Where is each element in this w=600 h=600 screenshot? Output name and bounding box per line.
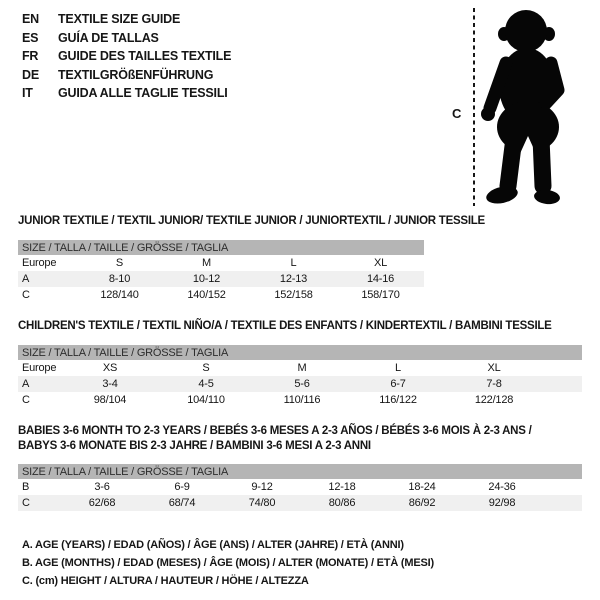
cell: 110/116 — [283, 394, 321, 406]
language-label: TEXTILGRÖßENFÜHRUNG — [58, 67, 214, 82]
cell: XS — [102, 362, 118, 374]
cell: 6-7 — [390, 378, 406, 390]
language-code: DE — [22, 67, 39, 82]
cell: 10-12 — [192, 273, 221, 285]
row-label: C — [22, 289, 30, 301]
language-label: GUÍA DE TALLAS — [58, 30, 159, 45]
cell: 4-5 — [198, 378, 214, 390]
row-label: A — [22, 378, 30, 390]
size-header-bar: SIZE / TALLA / TAILLE / GRÖSSE / TAGLIA — [18, 464, 582, 479]
table-row-b — [18, 479, 582, 495]
spacer-cell — [542, 392, 582, 408]
cell: 116/122 — [379, 394, 417, 406]
babies-size-table — [18, 464, 582, 511]
size-header-row — [18, 464, 582, 479]
language-code: FR — [22, 49, 39, 64]
language-row-en — [22, 10, 231, 29]
height-measure-figure — [440, 0, 600, 215]
language-row-es — [22, 29, 231, 48]
babies-textile-section — [18, 424, 582, 511]
footnote-a: A. AGE (YEARS) / EDAD (AÑOS) / ÂGE (ANS) / ALTER (JAHRE) / ETÀ (ANNI) — [22, 539, 404, 551]
language-code: ES — [22, 30, 39, 45]
cell: 86/92 — [408, 497, 436, 509]
size-header-row — [18, 240, 424, 255]
spacer-cell — [542, 376, 582, 392]
table-row-c — [18, 392, 582, 408]
language-label: TEXTILE SIZE GUIDE — [58, 12, 181, 26]
cell: XL — [373, 257, 388, 269]
cell: 158/170 — [361, 289, 400, 301]
row-label: B — [22, 481, 30, 493]
cell: 5-6 — [294, 378, 310, 390]
cell: 92/98 — [488, 497, 516, 509]
footnote-b: B. AGE (MONTHS) / EDAD (MESES) / ÂGE (MOIS) / ALTER (MONATE) / ETÀ (MESI) — [22, 557, 434, 569]
cell: 80/86 — [328, 497, 356, 509]
cell: 140/152 — [187, 289, 226, 301]
cell: 9-12 — [251, 481, 273, 493]
size-header-row — [18, 345, 582, 360]
language-label: GUIDE DES TAILLES TEXTILE — [58, 49, 232, 64]
cell: XL — [487, 362, 501, 374]
babies-table-title-line2: BABYS 3-6 MONATE BIS 2-3 JAHRE / BAMBINI 3-6 MESI A 2-3 ANNI — [18, 440, 371, 452]
cell: 3-4 — [102, 378, 118, 390]
row-label: C — [22, 394, 30, 406]
row-label: A — [22, 273, 30, 285]
language-row-fr — [22, 47, 231, 66]
children-table-title: CHILDREN'S TEXTILE / TEXTIL NIÑO/A / TEXTILE DES ENFANTS / KINDERTEXTIL / BAMBINI TESSILE — [18, 320, 552, 332]
size-header-bar: SIZE / TALLA / TAILLE / GRÖSSE / TAGLIA — [18, 240, 424, 255]
height-dashed-line — [473, 8, 475, 206]
table-row-europe — [18, 360, 582, 376]
height-measure-label: C — [452, 106, 462, 121]
cell: S — [202, 362, 210, 374]
table-row-europe — [18, 255, 424, 271]
junior-size-table — [18, 240, 424, 303]
cell: 104/110 — [187, 394, 225, 406]
cell: 12-13 — [279, 273, 308, 285]
table-row-c — [18, 495, 582, 511]
children-size-table — [18, 345, 582, 408]
cell: 62/68 — [88, 497, 116, 509]
language-row-it — [22, 84, 231, 103]
language-code: EN — [22, 12, 39, 26]
cell: L — [395, 362, 401, 374]
cell: 8-10 — [108, 273, 131, 285]
toddler-silhouette-icon — [478, 6, 578, 206]
cell: 74/80 — [248, 497, 276, 509]
cell: M — [202, 257, 211, 269]
cell: 14-16 — [366, 273, 395, 285]
cell: L — [290, 257, 297, 269]
footnote-c: C. (cm) HEIGHT / ALTURA / HAUTEUR / HÖHE / ALTEZZA — [22, 575, 309, 587]
cell: 24-36 — [488, 481, 516, 493]
babies-table-title-line1: BABIES 3-6 MONTH TO 2-3 YEARS / BEBÉS 3-6 MESES A 2-3 AÑOS / BÉBÉS 3-6 MOIS À 2-3 ANS / — [18, 425, 532, 437]
cell: 12-18 — [328, 481, 356, 493]
cell: M — [297, 362, 307, 374]
language-label: GUIDA ALLE TAGLIE TESSILI — [58, 86, 228, 101]
table-row-a — [18, 376, 582, 392]
cell: 122/128 — [474, 394, 514, 406]
size-header-bar: SIZE / TALLA / TAILLE / GRÖSSE / TAGLIA — [18, 345, 582, 360]
cell: 3-6 — [94, 481, 110, 493]
spacer-cell — [542, 479, 582, 495]
row-label: Europe — [22, 362, 57, 374]
cell: 152/158 — [274, 289, 313, 301]
row-label: C — [22, 497, 30, 509]
cell: S — [115, 257, 124, 269]
table-row-c — [18, 287, 424, 303]
language-title-block — [22, 10, 231, 103]
cell: 98/104 — [93, 394, 127, 406]
cell: 128/140 — [100, 289, 139, 301]
language-row-de — [22, 66, 231, 85]
children-textile-section — [18, 319, 582, 408]
spacer-cell — [542, 495, 582, 511]
cell: 68/74 — [168, 497, 196, 509]
language-code: IT — [22, 86, 33, 101]
cell: 18-24 — [408, 481, 436, 493]
junior-table-title: JUNIOR TEXTILE / TEXTIL JUNIOR/ TEXTILE JUNIOR / JUNIORTEXTIL / JUNIOR TESSILE — [18, 215, 485, 227]
legend-footnotes — [22, 536, 434, 590]
row-label: Europe — [22, 257, 57, 269]
junior-textile-section — [18, 214, 485, 303]
spacer-cell — [542, 360, 582, 376]
table-row-a — [18, 271, 424, 287]
cell: 7-8 — [486, 378, 502, 390]
cell: 6-9 — [174, 481, 190, 493]
